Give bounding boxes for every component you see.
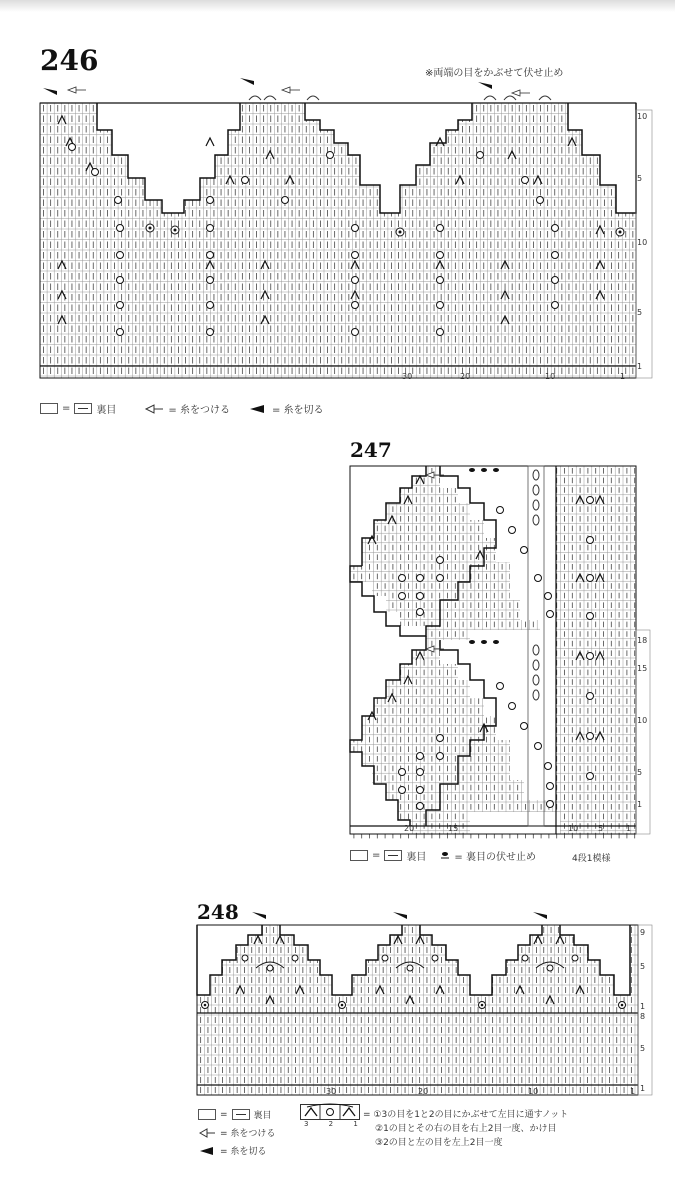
row-number: 1 (640, 1084, 646, 1093)
knot-legend-line-1: = ①3の目を1と2の目にかぶせて左目に通すノット (363, 1110, 569, 1120)
row-number: 18 (637, 636, 648, 645)
legend-attach-label: = 糸をつける (220, 1129, 276, 1139)
row-number: 1 (637, 800, 643, 809)
stitch-number: 20 (460, 372, 471, 381)
row-number: 10 (637, 238, 648, 247)
knot-legend-line-3: ③2の目と左の目を左上2目一度 (375, 1138, 503, 1148)
stitch-number: 10 (528, 1087, 539, 1096)
stitch-number: 1 (626, 824, 632, 833)
stitch-number: 10 (545, 372, 556, 381)
stitch-number: 10 (568, 824, 579, 833)
row-number: 5 (637, 174, 643, 183)
row-number: 5 (637, 768, 643, 777)
chart-248-number: 248 (197, 900, 239, 924)
row-number: 8 (640, 1012, 646, 1021)
knot-symbol-icon (301, 1105, 359, 1119)
stitch-number: 1 (630, 1087, 636, 1096)
stitch-number: 30 (402, 372, 413, 381)
row-number: 9 (640, 928, 646, 937)
legend-cut-label: = 糸を切る (220, 1147, 267, 1157)
chart-247-repeat-note: 4段1模様 (572, 854, 611, 864)
row-number: 1 (640, 1002, 646, 1011)
row-number: 5 (640, 1044, 646, 1053)
chart-247-number: 247 (350, 438, 392, 462)
row-number: 15 (637, 664, 648, 673)
legend-equals: = (372, 850, 381, 861)
empty-cell-symbol (198, 1109, 216, 1120)
legend-attach-label: = 糸をつける (168, 405, 230, 416)
chart-246-number: 246 (40, 44, 99, 77)
knot-legend-line-2: ②1の目とその右の目を右上2目一度、かけ目 (375, 1124, 557, 1134)
legend-equals: = (220, 1109, 228, 1120)
row-number: 10 (637, 112, 648, 121)
row-number: 5 (637, 308, 643, 317)
stitch-number: 20 (418, 1087, 429, 1096)
chart-248-legend-purl (198, 1108, 272, 1121)
legend-purl-label: 裏目 (96, 405, 117, 416)
legend-equals: = (62, 403, 71, 414)
row-number: 1 (637, 362, 643, 371)
cut-yarn-icon (198, 1146, 216, 1156)
knot-symbol-box (300, 1104, 360, 1120)
row-number: 10 (637, 716, 648, 725)
purl-symbol (232, 1109, 250, 1120)
legend-purl-label: 裏目 (253, 1111, 272, 1121)
stitch-number: 1 (620, 372, 626, 381)
stitch-number: 30 (326, 1087, 337, 1096)
row-number: 5 (640, 962, 646, 971)
legend-purl-label: 裏目 (406, 852, 427, 863)
chart-248-legend-attach (198, 1126, 275, 1139)
legend-bind-label: = 裏目の伏せ止め (454, 852, 536, 863)
knot-symbol-numbers: 3 2 1 (304, 1120, 367, 1128)
legend-cut-label: = 糸を切る (271, 405, 324, 416)
chart-246-note: ※両端の目をかぶせて伏せ止め (425, 68, 564, 79)
stitch-number: 15 (448, 824, 459, 833)
chart-248-legend-cut (198, 1144, 266, 1157)
stitch-number: 5 (598, 824, 604, 833)
stitch-number: 20 (404, 824, 415, 833)
attach-yarn-icon (198, 1128, 216, 1138)
